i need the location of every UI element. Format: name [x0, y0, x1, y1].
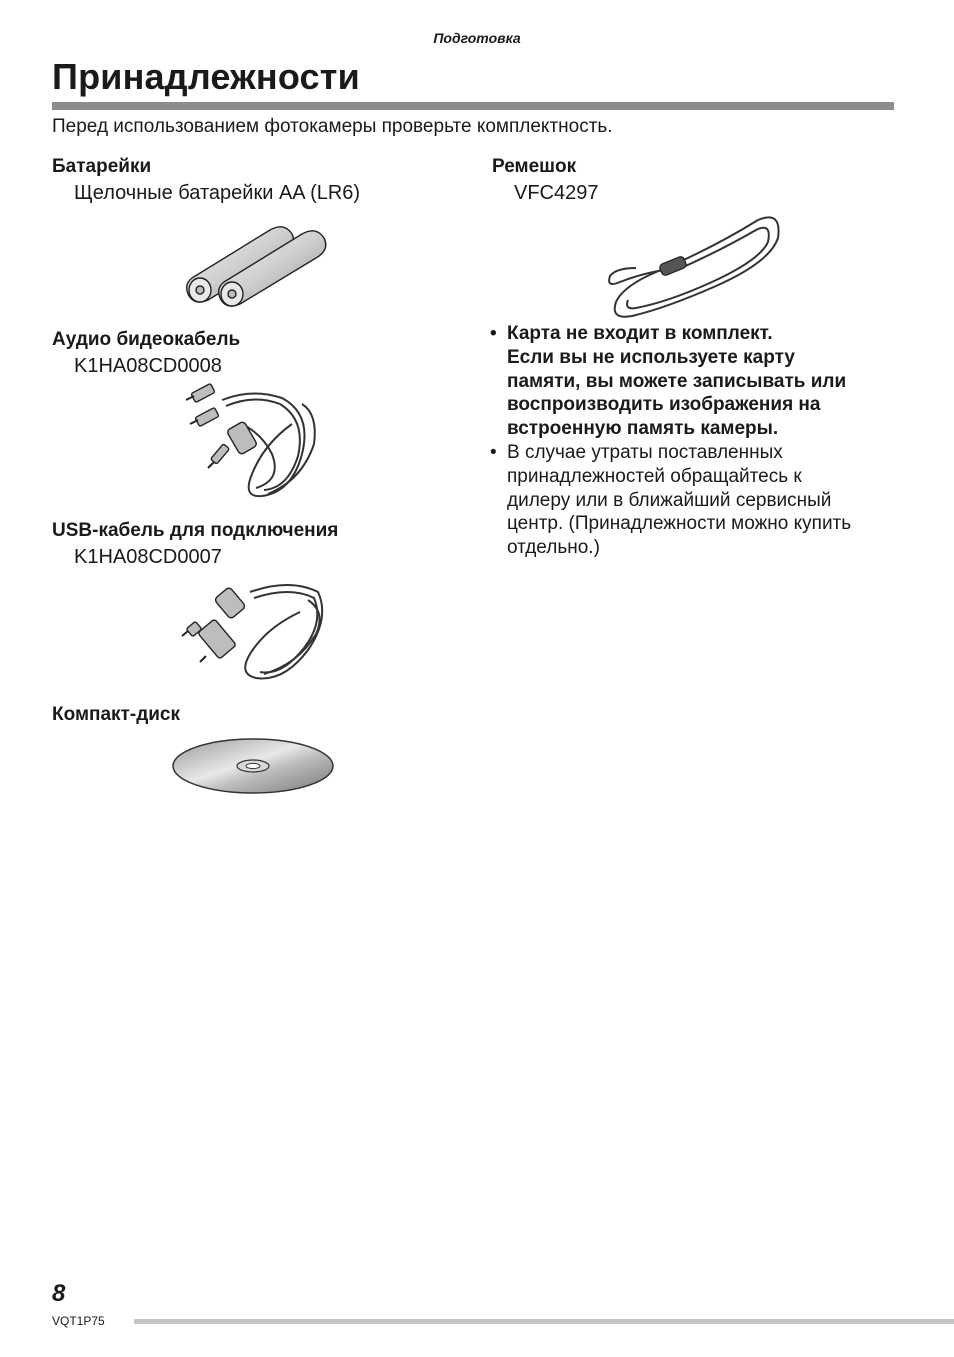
batteries-desc: Щелочные батарейки AA (LR6)	[74, 182, 361, 204]
strap-title: Ремешок	[492, 156, 577, 177]
page-title: Принадлежности	[52, 56, 360, 97]
page-number: 8	[52, 1280, 66, 1307]
footer-rule	[134, 1319, 954, 1324]
document-code: VQT1P75	[52, 1314, 105, 1328]
note-card-not-included	[490, 322, 900, 441]
strap-part: VFC4297	[514, 182, 599, 204]
notes-list	[490, 322, 900, 560]
note-line: Карта не входит в комплект.	[507, 323, 773, 344]
note-line: дилеру или в ближайший сервисный	[507, 489, 832, 511]
note-line: отдельно.)	[507, 537, 600, 559]
cd-title: Компакт-диск	[52, 704, 181, 725]
note-line: центр. (Принадлежности можно купить	[507, 513, 852, 535]
strap-illustration	[606, 212, 782, 320]
title-rule	[52, 102, 894, 110]
usb-cable-part: K1HA08CD0007	[74, 546, 222, 568]
cd-illustration	[170, 736, 336, 796]
bullet-icon: •	[490, 323, 497, 344]
note-line: памяти, вы можете записывать или	[507, 370, 847, 392]
av-cable-part: K1HA08CD0008	[74, 355, 222, 377]
note-line: Если вы не используете карту	[507, 346, 795, 368]
usb-cable-illustration	[180, 578, 330, 686]
note-line: принадлежностей обращайтесь к	[507, 465, 802, 487]
av-cable-title: Аудио бидеокабель	[52, 329, 241, 350]
note-line: В случае утраты поставленных	[507, 441, 783, 463]
batteries-title: Батарейки	[52, 156, 152, 177]
bullet-icon: •	[490, 441, 497, 463]
section-label: Подготовка	[433, 30, 521, 46]
note-line: встроенную память камеры.	[507, 418, 779, 440]
note-loss-of-accessories	[490, 441, 900, 560]
note-line: воспроизводить изображения на	[507, 394, 821, 416]
usb-cable-title: USB-кабель для подключения	[52, 520, 339, 541]
intro-text: Перед использованием фотокамеры проверьте комплектность.	[52, 116, 613, 137]
batteries-illustration	[180, 218, 330, 308]
av-cable-illustration	[182, 384, 327, 504]
